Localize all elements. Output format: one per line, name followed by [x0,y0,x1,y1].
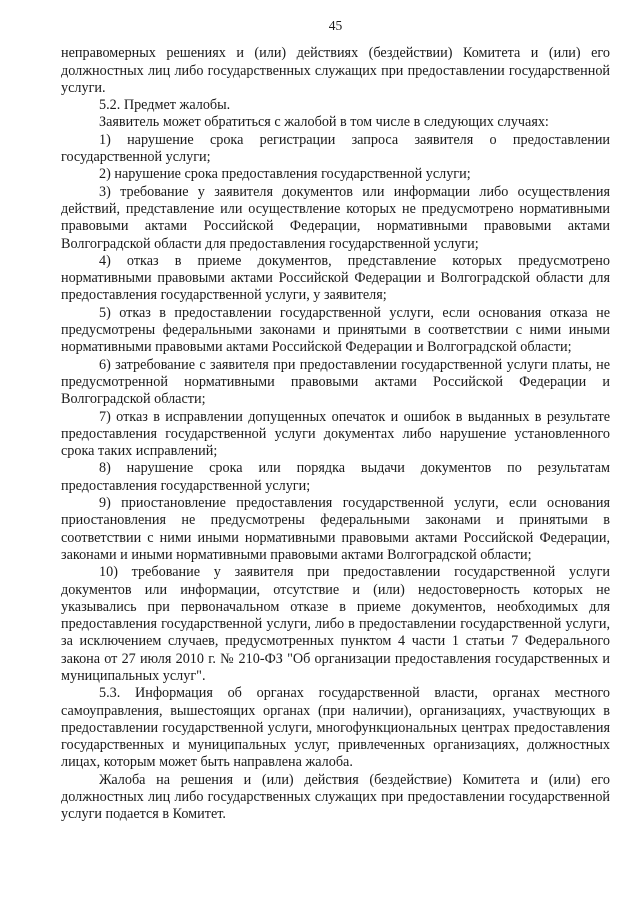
section-5-3: 5.3. Информация об органах государственной власти, органах местного самоуправления, вышестоящих органах (при наличии), организациях, участвующих в предоставлении государственной услуги, многофункциональных центрах предоставления государственных и муниципальных услуг, привлеченных организациях, должностных лицах, которым может быть направлена жалоба. [61,685,610,771]
list-item-2: 2) нарушение срока предоставления государственной услуги; [99,166,471,183]
list-item-6: 6) затребование с заявителя при предоставлении государственной услуги платы, не предусмотренной нормативными правовыми актами Российской Федерации и Волгоградской области; [61,356,610,408]
list-item-5: 5) отказ в предоставлении государственной услуги, если основания отказа не предусмотрены федеральными законами и принятыми в соответствии с ними иными нормативными правовыми актами Российской Федерации и Волгоградской области; [61,304,610,356]
list-item-9: 9) приостановление предоставления государственной услуги, если основания приостановления не предусмотрены федеральными законами и принятыми в соответствии с ними иными нормативными правовыми актами Российской Федерации, законами и иными нормативными правовыми актами Волгоградской области; [61,495,610,563]
list-item-1: 1) нарушение срока регистрации запроса заявителя о предоставлении государственной услуги; [61,131,610,166]
list-item-4: 4) отказ в приеме документов, представление которых предусмотрено нормативными правовыми актами Российской Федерации и Волгоградской области для предоставления государственной услуги, у заявителя; [61,252,610,304]
paragraph-complaint: Жалоба на решения и (или) действия (бездействие) Комитета и (или) его должностных лиц либо государственных служащих при предоставлении государственной услуги подается в Комитет. [61,771,610,823]
page-number: 45 [328,18,343,33]
paragraph-intro: Заявитель может обратиться с жалобой в том числе в следующих случаях: [99,114,549,131]
list-item-7: 7) отказ в исправлении допущенных опечаток и ошибок в выданных в результате предоставления государственной услуги документах либо нарушение установленного срока таких исправлений; [61,408,610,460]
paragraph-continuation: неправомерных решениях и (или) действиях (бездействии) Комитета и (или) его должностных лиц либо государственных служащих при предоставлении государственной услуги. [61,45,610,96]
list-item-8: 8) нарушение срока или порядка выдачи документов по результатам предоставления государственной услуги; [61,460,610,494]
list-item-3: 3) требование у заявителя документов или информации либо осуществления действий, представление или осуществление которых не предусмотрено нормативными правовыми актами Российской Федерации, нормативными правовыми актами Волгоградской области для предоставления государственной услуги; [61,183,610,252]
list-item-10: 10) требование у заявителя при предоставлении государственной услуги документов или информации, отсутствие и (или) недостоверность которых не указывались при первоначальном отказе в приеме документов, необходимых для предоставления государственной услуги, либо в предоставлении государственной услуги, за исключением случаев, предусмотренных пунктом 4 части 1 статьи 7 Федерального закона от 27 июля 2010 г. № 210-ФЗ "Об организации предоставления государственных и муниципальных услуг". [61,564,610,684]
document-body [61,45,610,823]
section-heading-5-2: 5.2. Предмет жалобы. [99,97,231,114]
